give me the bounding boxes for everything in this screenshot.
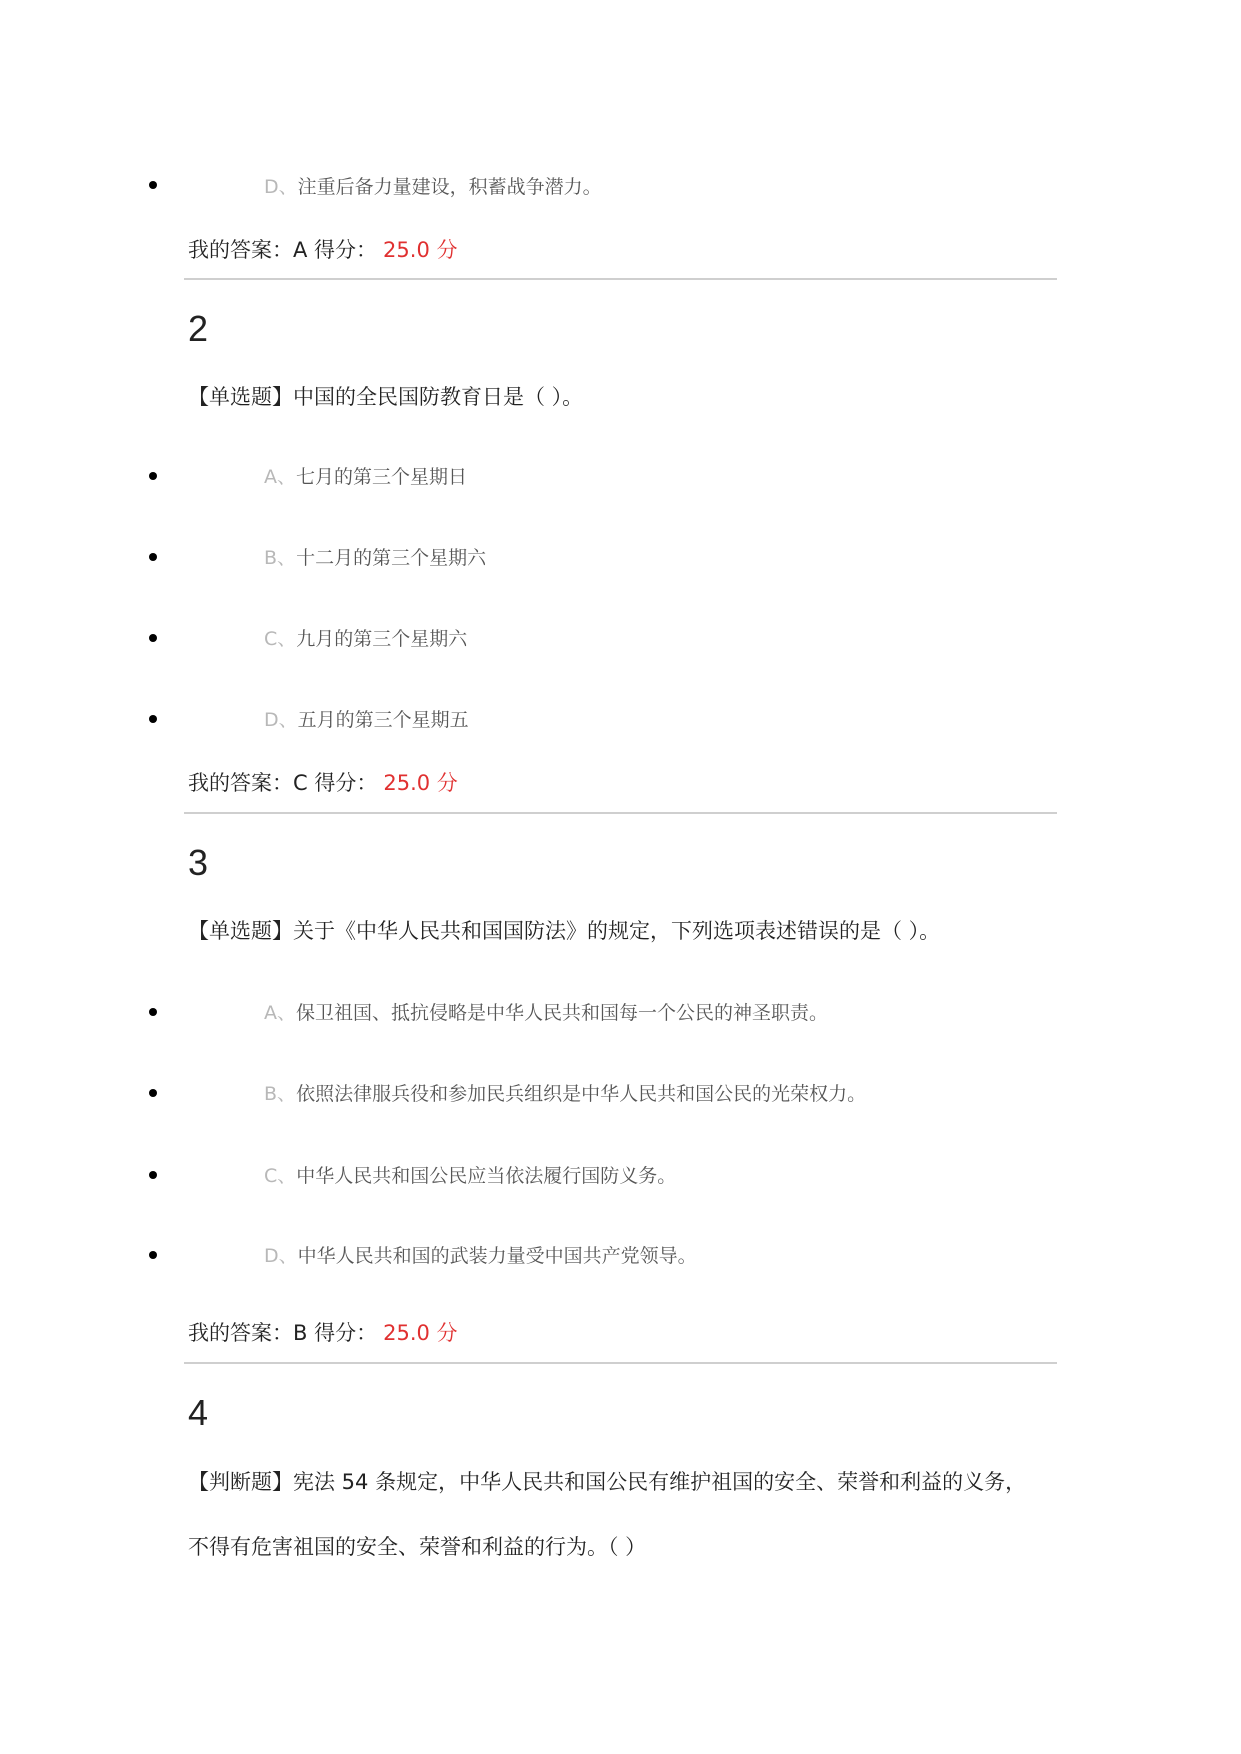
answer-score: 25.0 分 (383, 1321, 458, 1345)
option-letter: D (264, 709, 279, 731)
q3-option-b (264, 1079, 866, 1106)
list-bullet (149, 1251, 157, 1259)
q4-number: 4 (188, 1392, 209, 1433)
option-separator: 、 (277, 1165, 297, 1187)
list-bullet (149, 634, 157, 642)
list-bullet (149, 1089, 157, 1097)
list-bullet (149, 181, 157, 189)
option-letter: C (264, 628, 278, 650)
option-separator: 、 (277, 1083, 297, 1105)
list-bullet (149, 553, 157, 561)
option-letter: B (264, 547, 278, 569)
option-separator: 、 (277, 1002, 297, 1024)
list-bullet (149, 1171, 157, 1179)
option-letter: D (264, 176, 279, 198)
option-separator: 、 (278, 1245, 298, 1267)
q3-option-c (264, 1161, 676, 1188)
option-text: 九月的第三个星期六 (296, 628, 468, 650)
option-separator: 、 (277, 628, 297, 650)
option-separator: 、 (278, 709, 298, 731)
option-separator: 、 (278, 176, 298, 198)
answer-label: 我的答案：C 得分： (188, 771, 378, 795)
option-text: 依照法律服兵役和参加民兵组织是中华人民共和国公民的光荣权力。 (296, 1083, 867, 1105)
q1-option-d (264, 172, 602, 199)
list-bullet (149, 472, 157, 480)
option-text: 中华人民共和国公民应当依法履行国防义务。 (296, 1165, 677, 1187)
option-letter: B (264, 1083, 278, 1105)
option-letter: C (264, 1165, 278, 1187)
divider (184, 812, 1057, 814)
q3-number: 3 (188, 842, 209, 883)
option-letter: A (264, 1002, 277, 1024)
answer-label: 我的答案：B 得分： (188, 1321, 378, 1345)
q2-option-b (264, 543, 486, 570)
option-text: 十二月的第三个星期六 (296, 547, 487, 569)
divider (184, 1362, 1057, 1364)
q3-option-a (264, 998, 828, 1025)
option-separator: 、 (277, 466, 297, 488)
q3-text: 【单选题】关于《中华人民共和国国防法》的规定，下列选项表述错误的是（ ）。 (188, 919, 941, 943)
q4-text-line2: 不得有危害祖国的安全、荣誉和利益的行为。（ ） (188, 1535, 647, 1559)
answer-score: 25.0 分 (383, 238, 458, 262)
option-text: 中华人民共和国的武装力量受中国共产党领导。 (297, 1245, 697, 1267)
q2-text: 【单选题】中国的全民国防教育日是（ ）。 (188, 385, 584, 409)
option-letter: A (264, 466, 277, 488)
q4-text-line1: 【判断题】宪法 54 条规定，中华人民共和国公民有维护祖国的安全、荣誉和利益的义务， (188, 1470, 1027, 1494)
q2-option-a (264, 462, 467, 489)
list-bullet (149, 1008, 157, 1016)
option-separator: 、 (277, 547, 297, 569)
q2-option-d (264, 705, 469, 732)
divider (184, 278, 1057, 280)
q1-answer (188, 234, 457, 264)
q2-option-c (264, 624, 467, 651)
list-bullet (149, 715, 157, 723)
option-text: 七月的第三个星期日 (296, 466, 468, 488)
option-text: 注重后备力量建设，积蓄战争潜力。 (297, 176, 602, 198)
q3-answer (188, 1317, 458, 1347)
answer-score: 25.0 分 (383, 771, 458, 795)
option-text: 保卫祖国、抵抗侵略是中华人民共和国每一个公民的神圣职责。 (296, 1002, 829, 1024)
q2-number: 2 (188, 308, 209, 349)
q3-option-d (264, 1241, 697, 1268)
answer-label: 我的答案：A 得分： (188, 238, 378, 262)
option-text: 五月的第三个星期五 (297, 709, 469, 731)
option-letter: D (264, 1245, 279, 1267)
q2-answer (188, 767, 458, 797)
